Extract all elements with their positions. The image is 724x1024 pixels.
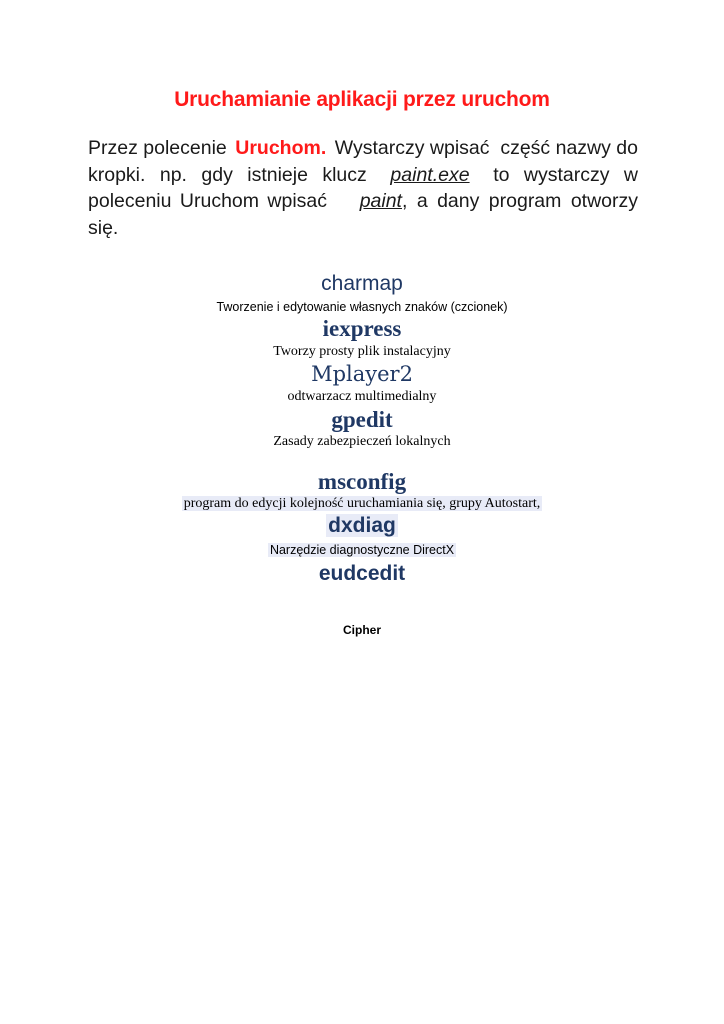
run-command-highlight: Uruchom. [235,137,327,159]
paint-exe-example: paint.exe [390,163,470,186]
command-description: odtwarzacz multimedialny [287,389,437,404]
intro-text-group [360,188,638,215]
intro-text: kropki. np. gdy istnieje klucz [88,163,367,186]
command-name: eudcedit [318,562,406,585]
intro-text: poleceniu Uruchom wpisać [88,190,328,212]
intro-line-2 [88,162,638,189]
command-name: Cipher [342,623,381,637]
command-description: Zasady zabezpieczeń lokalnych [273,434,451,449]
command-description: program do edycji kolejność uruchamiania się, grupy Autostart, [183,496,541,511]
page-title: Uruchamianie aplikacji przez uruchom [174,88,550,111]
intro-text: to wystarczy w [493,163,638,186]
command-name: gpedit [331,407,393,432]
command-description: Tworzenie i edytowanie własnych znaków (czcionek) [216,300,508,314]
command-name: charmap [321,272,403,295]
intro-line-4 [88,215,638,242]
intro-text: Wystarczy wpisać część nazwy do [334,137,638,159]
command-name-row [0,514,724,538]
intro-text: , a dany program otworzy [401,190,638,212]
intro-paragraph [88,135,638,241]
command-description: Narzędzie diagnostyczne DirectX [269,543,455,557]
intro-line-1 [88,135,638,162]
command-description-row [0,543,724,557]
intro-line-3 [88,188,638,215]
command-name: iexpress [322,316,402,341]
command-description-row [0,496,724,512]
paint-example: paint [359,190,402,212]
command-description: Tworzy prosty plik instalacyjny [273,344,451,359]
intro-text: się. [88,216,119,239]
command-name: Mplayer2 [311,362,413,386]
command-name: dxdiag [328,514,396,537]
intro-text: Przez polecenie [88,137,227,159]
command-name: msconfig [317,469,407,494]
